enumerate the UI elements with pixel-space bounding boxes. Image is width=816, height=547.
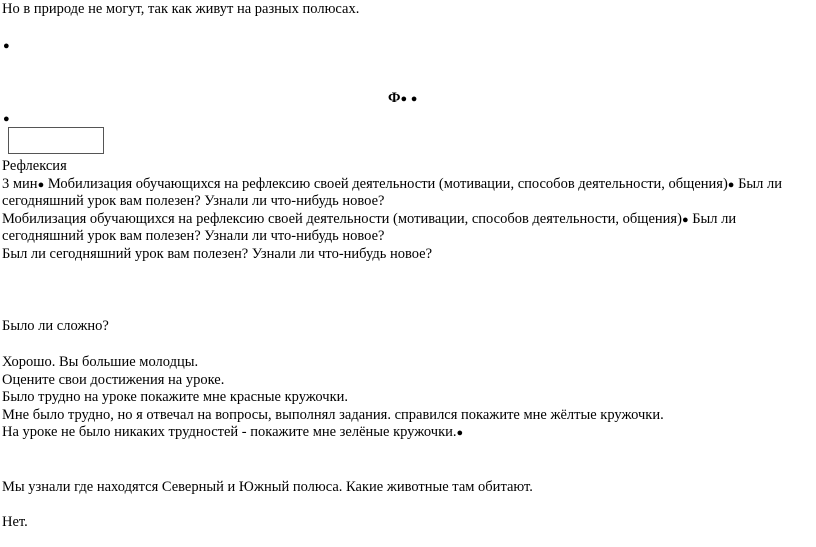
text-line — [2, 176, 782, 193]
empty-box — [8, 127, 104, 154]
bullet-icon: ● — [681, 214, 689, 226]
text-line: Был ли сегодняшний урок вам полезен? Узнали ли что-нибудь новое? — [2, 246, 433, 262]
text-line: Хорошо. Вы большие молодцы. — [2, 354, 199, 370]
bullet-icon: ● — [410, 93, 418, 105]
text-span: Был ли — [734, 176, 783, 192]
center-label — [388, 90, 417, 107]
text-span: На уроке не было никаких трудностей - покажите мне зелёные кружочки. — [2, 424, 457, 440]
text-line: Было трудно на уроке покажите мне красные кружочки. — [2, 389, 349, 405]
text-span: Мобилизация обучающихся на рефлексию своей деятельности (мотивации, способов деятельности, общения) — [2, 211, 682, 227]
text-span: Был ли — [688, 211, 737, 227]
bullet-icon: ● — [727, 179, 735, 191]
bullet-icon: ● — [3, 113, 10, 125]
bullet-icon: ● — [37, 179, 45, 191]
text-line: Мы узнали где находятся Северный и Южный полюса. Какие животные там обитают. — [2, 479, 533, 495]
text-line — [2, 211, 736, 228]
text-line: сегодняшний урок вам полезен? Узнали ли что-нибудь новое? — [2, 193, 385, 209]
text-span: Мобилизация обучающихся на рефлексию своей деятельности (мотивации, способов деятельности, общения) — [44, 176, 728, 192]
bullet-icon: ● — [456, 427, 464, 439]
bullet-icon: ● — [3, 40, 10, 52]
section-title: Рефлексия — [2, 158, 67, 174]
text-line: Оцените свои достижения на уроке. — [2, 372, 225, 388]
text-line — [2, 424, 463, 441]
center-label-text: Ф — [388, 90, 401, 106]
text-line: сегодняшний урок вам полезен? Узнали ли что-нибудь новое? — [2, 228, 385, 244]
text-line: Нет. — [2, 514, 28, 530]
text-line: Мне было трудно, но я отвечал на вопросы, выполнял задания. справился покажите мне жёлтые кружочки. — [2, 407, 664, 423]
text-line: Было ли сложно? — [2, 318, 109, 334]
bullet-icon: ● — [400, 93, 408, 105]
duration-text: 3 мин — [2, 176, 38, 192]
text-line: Но в природе не могут, так как живут на разных полюсах. — [2, 1, 360, 17]
